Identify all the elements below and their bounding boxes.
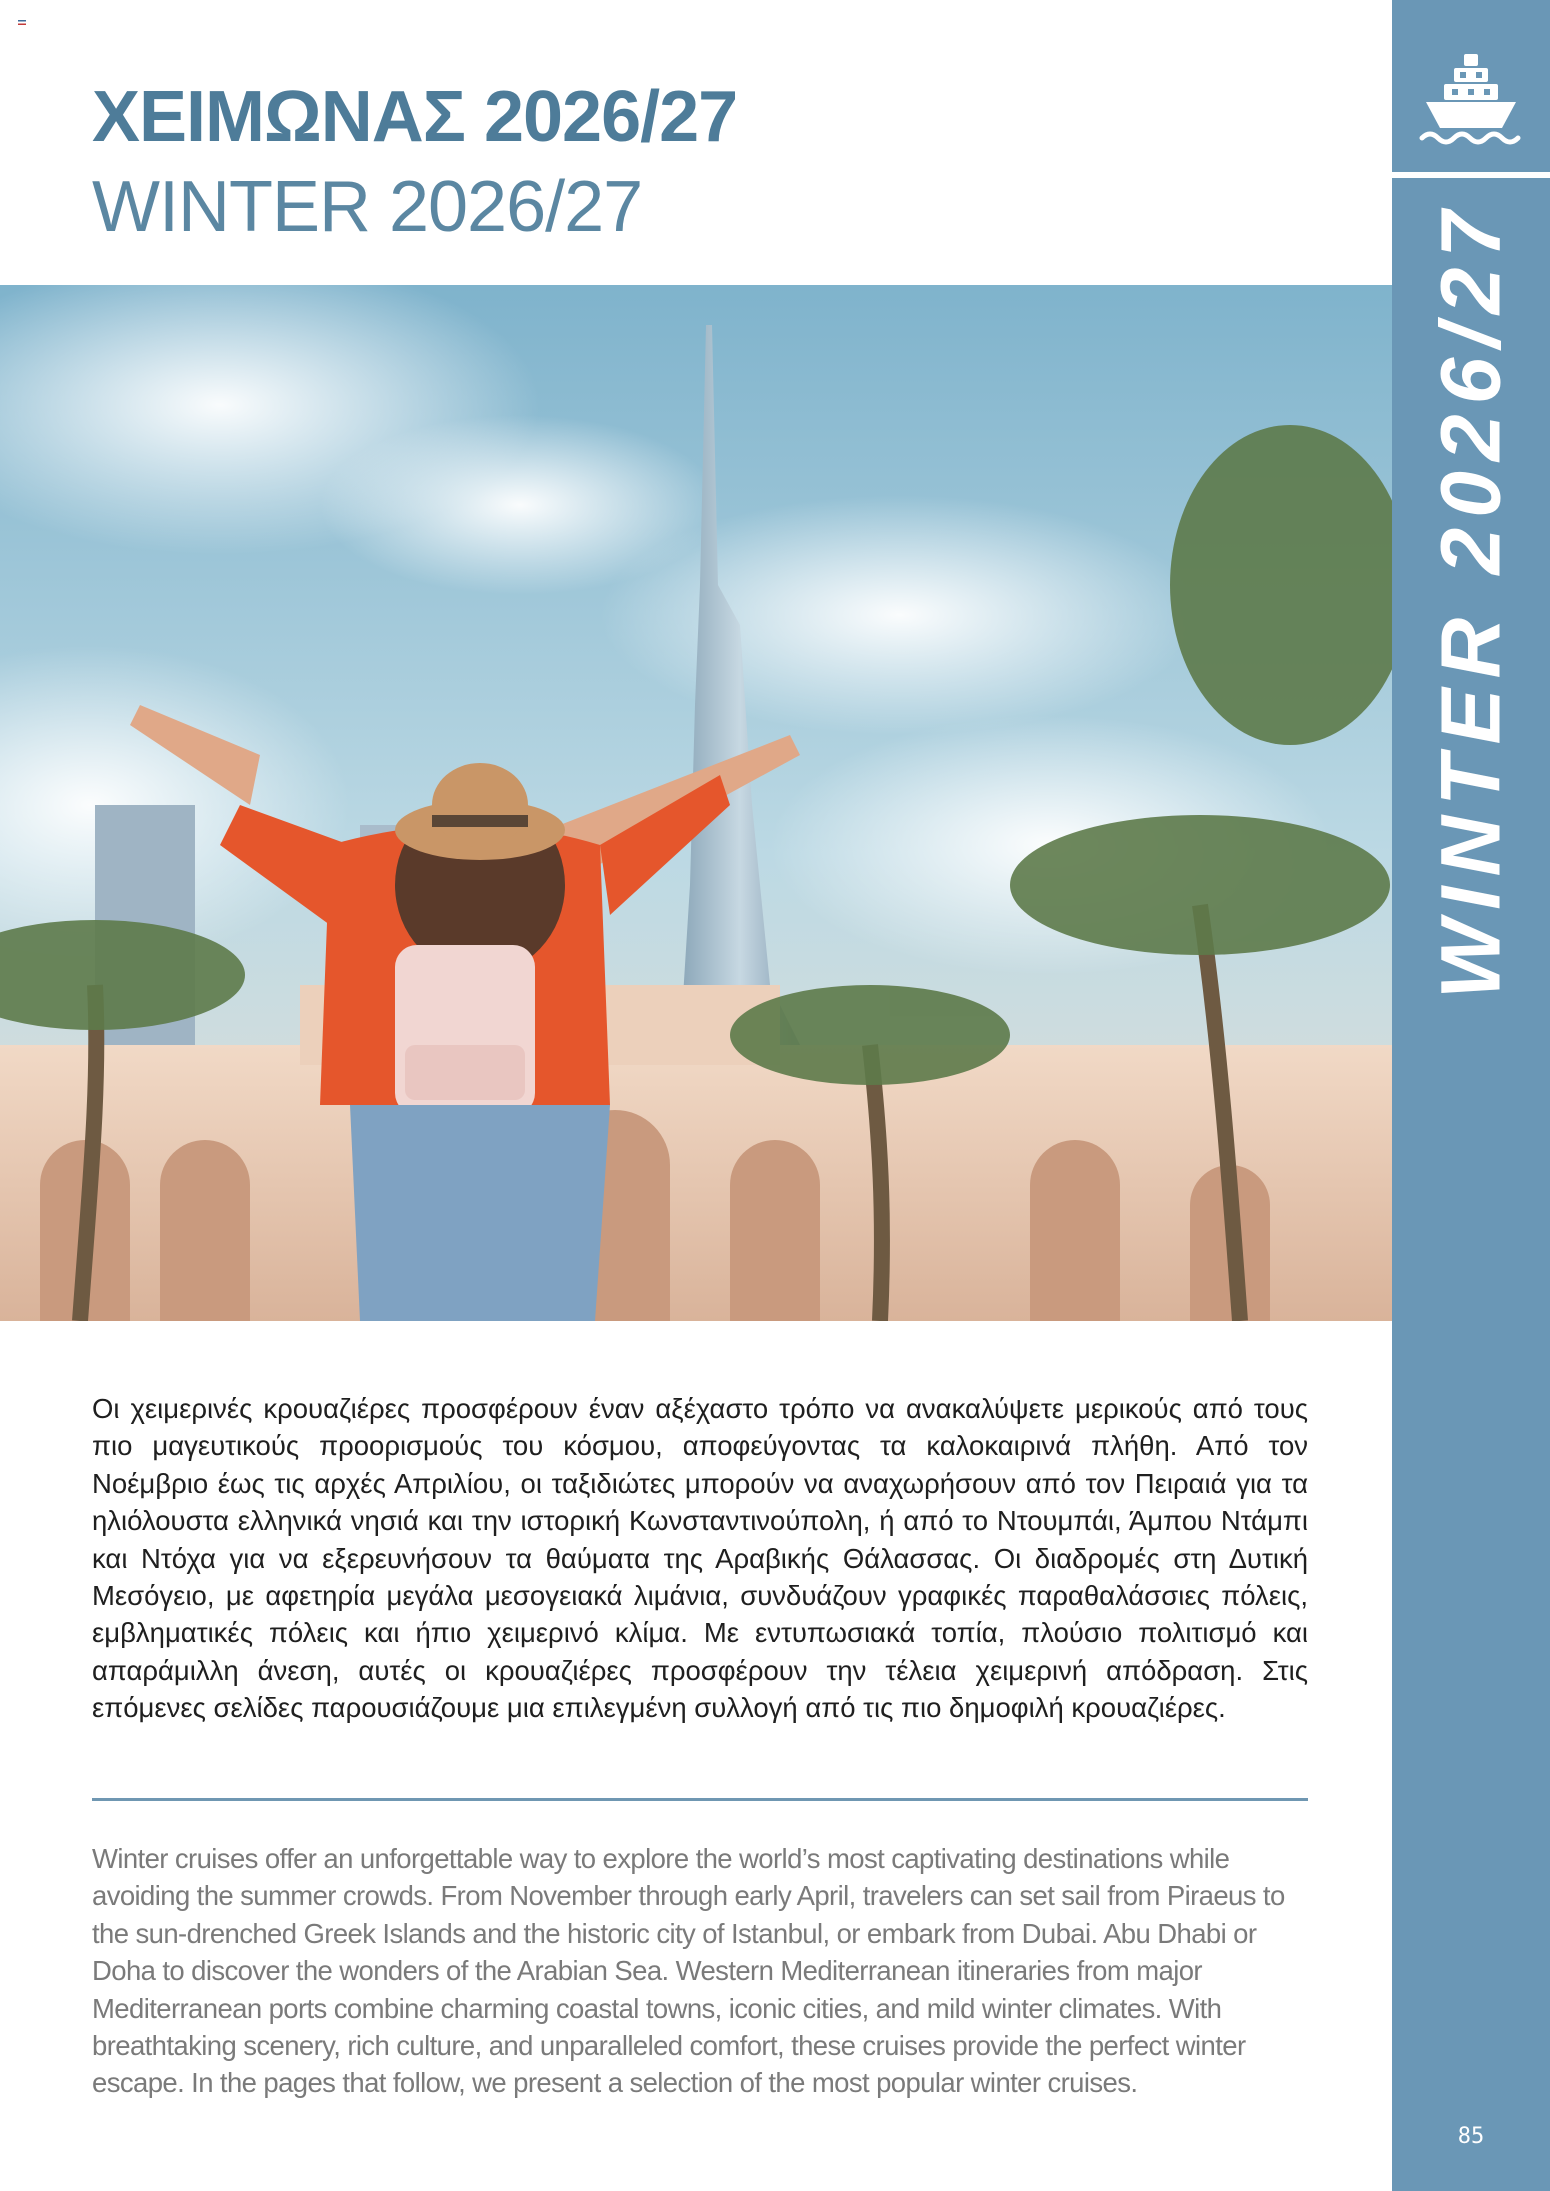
page-title-english: WINTER 2026/27 — [92, 167, 643, 247]
intro-text-english: Winter cruises offer an unforgettable way to explore the world’s most captivating destinations while avoiding the summer crowds. From November through early April, travelers can set sail from Piraeus to the sun-drenched Greek Islands and the historic city of Istanbul, or embark from Dubai. Abu Dhabi or Doha to discover the wonders of the Arabian Sea. Western Mediterranean itineraries from major Mediterranean ports combine charming coastal towns, iconic cities, and mild winter climates. With breathtaking scenery, rich culture, and unparalleled comfort, these cruises provide the perfect winter escape. In the pages that follow, we present a selection of the most popular winter cruises. — [92, 1843, 1285, 2099]
sidebar-vertical-label: WINTER 2026/27 — [1423, 200, 1518, 1000]
dubai-skyline-photo — [0, 285, 1392, 1321]
page-number: 85 — [1457, 2124, 1485, 2149]
greek-flag-icon — [18, 20, 26, 25]
cruise-ship-icon — [1418, 48, 1524, 148]
sidebar-separator — [1392, 172, 1550, 178]
side-banner — [1392, 0, 1550, 2191]
intro-text-greek: Οι χειμερινές κρουαζιέρες προσφέρουν έναν αξέχαστο τρόπο να ανακαλύψετε μερικούς από τους πιο μαγευτικούς προορισμούς του κόσμου, αποφεύγοντας τα καλοκαιρινά πλήθη. Από τον Νοέμβριο έως τις αρχές Απριλίου, οι ταξιδιώτες μπορούν να αναχωρήσουν από τον Πειραιά για τα ηλιόλουστα ελληνικά νησιά και την ιστορική Κωνσταντινούπολη, ή από το Ντουμπάι, Άμπου Ντάμπι και Ντόχα για να εξερευνήσουν τα θαύματα της Αραβικής Θάλασσας. Οι διαδρομές στη Δυτική Μεσόγειο, με αφετηρία μεγάλα μεσογειακά λιμάνια, συνδυάζουν γραφικές παραθαλάσσιες πόλεις, εμβληματικές πόλεις και ήπιο χειμερινό κλίμα. Με εντυπωσιακά τοπία, πλούσιο πολιτισμό και απαράμιλλη άνεση, αυτές οι κρουαζιέρες προσφέρουν την τέλεια χειμερινή απόδραση. Στις επόμενες σελίδες παρουσιάζουμε μια επιλεγμένη συλλογή από τις πιο δημοφιλή κρουαζιέρες. — [92, 1393, 1308, 1724]
section-divider — [92, 1798, 1308, 1801]
page-title-greek: ΧΕΙΜΩΝΑΣ 2026/27 — [92, 77, 738, 157]
sidebar-icon-box — [1392, 0, 1550, 172]
